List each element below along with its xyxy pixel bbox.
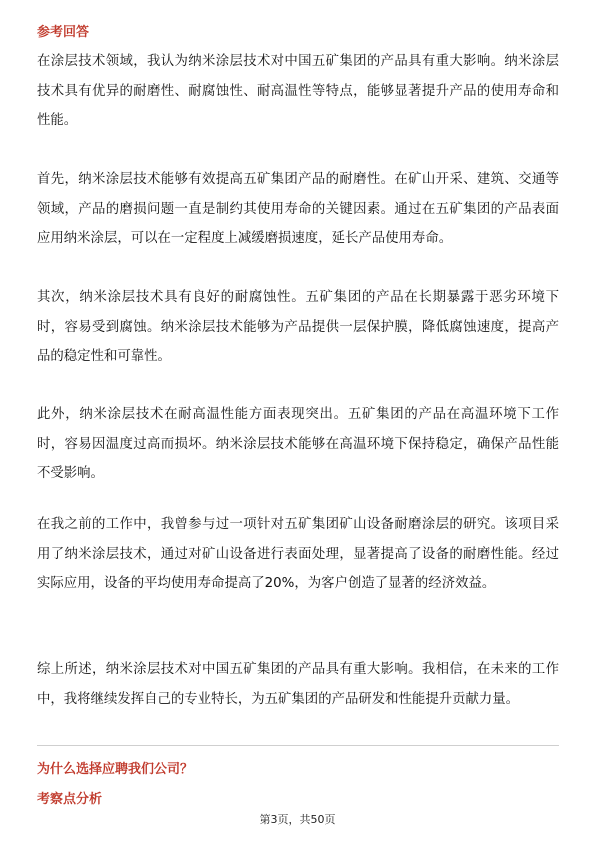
paragraph-wear-resistance: 首先，纳米涂层技术能够有效提高五矿集团产品的耐磨性。在矿山开采、建筑、交通等领域，产品的磨损问题一直是制约其使用寿命的关键因素。通过在五矿集团的产品表面应用纳米涂层，可以在一定程度上减缓磨损速度，延长产品使用寿命。 [37,172,559,246]
paragraph-conclusion: 综上所述，纳米涂层技术对中国五矿集团的产品具有重大影响。我相信，在未来的工作中，我将继续发挥自己的专业特长，为五矿集团的产品研发和性能提升贡献力量。 [37,662,559,707]
why-company-heading: 为什么选择应聘我们公司？ [37,762,194,777]
paragraph-corrosion-resistance: 其次，纳米涂层技术具有良好的耐腐蚀性。五矿集团的产品在长期暴露于恶劣环境下时，容易受到腐蚀。纳米涂层技术能够为产品提供一层保护膜，降低腐蚀速度，提高产品的稳定性和可靠性。 [37,290,559,364]
section-divider [37,745,559,746]
paragraph-experience: 在我之前的工作中，我曾参与过一项针对五矿集团矿山设备耐磨涂层的研究。该项目采用了纳米涂层技术，通过对矿山设备进行表面处理，显著提高了设备的耐磨性能。经过实际应用，设备的平均使用寿命提高了20%，为客户创造了显著的经济效益。 [37,517,559,591]
answer-heading: 参考回答 [37,25,90,40]
page-number-footer: 第3页，共50页 [259,813,336,826]
paragraph-heat-resistance: 此外，纳米涂层技术在耐高温性能方面表现突出。五矿集团的产品在高温环境下工作时，容易因温度过高而损坏。纳米涂层技术能够在高温环境下保持稳定，确保产品性能不受影响。 [37,407,559,481]
analysis-heading: 考察点分析 [37,792,103,807]
paragraph-intro: 在涂层技术领域，我认为纳米涂层技术对中国五矿集团的产品具有重大影响。纳米涂层技术具有优异的耐磨性、耐腐蚀性、耐高温性等特点，能够显著提升产品的使用寿命和性能。 [37,54,559,128]
